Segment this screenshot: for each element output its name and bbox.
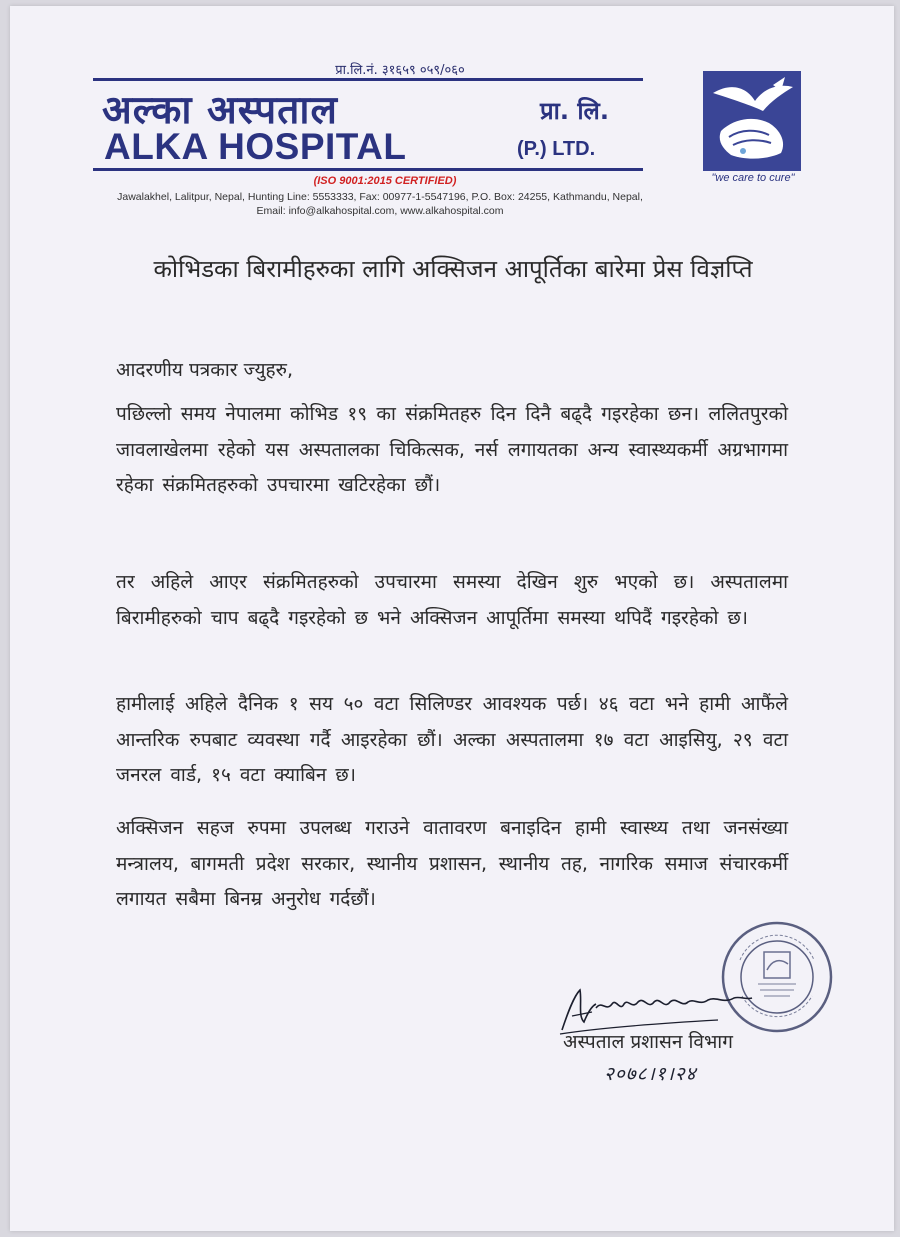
letterhead-bottom-rule <box>93 168 643 171</box>
department-name: अस्पताल प्रशासन विभाग <box>563 1031 733 1053</box>
body-paragraph: पछिल्लो समय नेपालमा कोभिड १९ का संक्रमितहरु दिन दिनै बढ्दै गइरहेका छन। ललितपुरको जावलाखेलमा रहेको यस अस्पतालका चिकित्सक, नर्स लगायतका अन्य स्वास्थ्यकर्मी अग्रभागमा रहेका संक्रमितहरुको उपचारमा खटिरहेका छौं। <box>116 403 788 496</box>
hospital-name-english: ALKA HOSPITAL <box>104 126 407 167</box>
contact-info <box>80 190 680 218</box>
hospital-name-nepali: अल्का अस्पताल <box>102 88 338 133</box>
iso-certification: (ISO 9001:2015 CERTIFIED) <box>313 175 457 187</box>
hands-and-dove-logo-icon <box>703 71 801 171</box>
handwritten-date: २०७८।१।२४ <box>604 1063 697 1085</box>
body-paragraph: अक्सिजन सहज रुपमा उपलब्ध गराउने वातावरण बनाइदिन हामी स्वास्थ्य तथा जनसंख्या मन्त्रालय, बागमती प्रदेश सरकार, स्थानीय प्रशासन, स्थानीय तह, नागरिक समाज संचारकर्मी लगायत सबैमा बिनम्र अनुरोध गर्दछौं। <box>116 817 788 910</box>
press-release-title: कोभिडका बिरामीहरुका लागि अक्सिजन आपूर्तिका बारेमा प्रेस विज्ञप्ति <box>153 255 753 283</box>
hospital-name-english-suffix: (P.) LTD. <box>517 138 596 160</box>
body-paragraph: हामीलाई अहिले दैनिक १ सय ५० वटा सिलिण्डर आवश्यक पर्छ। ४६ वटा भने हामी आफैंले आन्तरिक रुपबाट व्यवस्था गर्दै आइरहेका छौं। अल्का अस्पतालमा १७ वटा आइसियु, २९ वटा जनरल वार्ड, १५ वटा क्याबिन छ। <box>116 693 788 786</box>
salutation: आदरणीय पत्रकार ज्युहरु, <box>116 359 293 381</box>
email-line: Email: info@alkahospital.com, www.alkahospital.com <box>256 205 504 217</box>
registration-number: प्रा.लि.नं. ३१६५९ ०५९/०६० <box>335 63 465 78</box>
body-paragraph: तर अहिले आएर संक्रमितहरुको उपचारमा समस्या देखिन शुरु भएको छ। अस्पतालमा बिरामीहरुको चाप बढ्दै गइरहेको छ भने अक्सिजन आपूर्तिमा समस्या थपिदैं गइरहेको छ। <box>116 571 788 629</box>
hospital-name-nepali-suffix: प्रा. लि. <box>540 97 609 125</box>
address-line: Jawalakhel, Lalitpur, Nepal, Hunting Line: 5553333, Fax: 00977-1-5547196, P.O. Box: 24255, Kathmandu, Nepal, <box>117 191 643 203</box>
letterhead-top-rule <box>93 78 643 81</box>
hospital-tagline: "we care to cure" <box>711 172 795 184</box>
